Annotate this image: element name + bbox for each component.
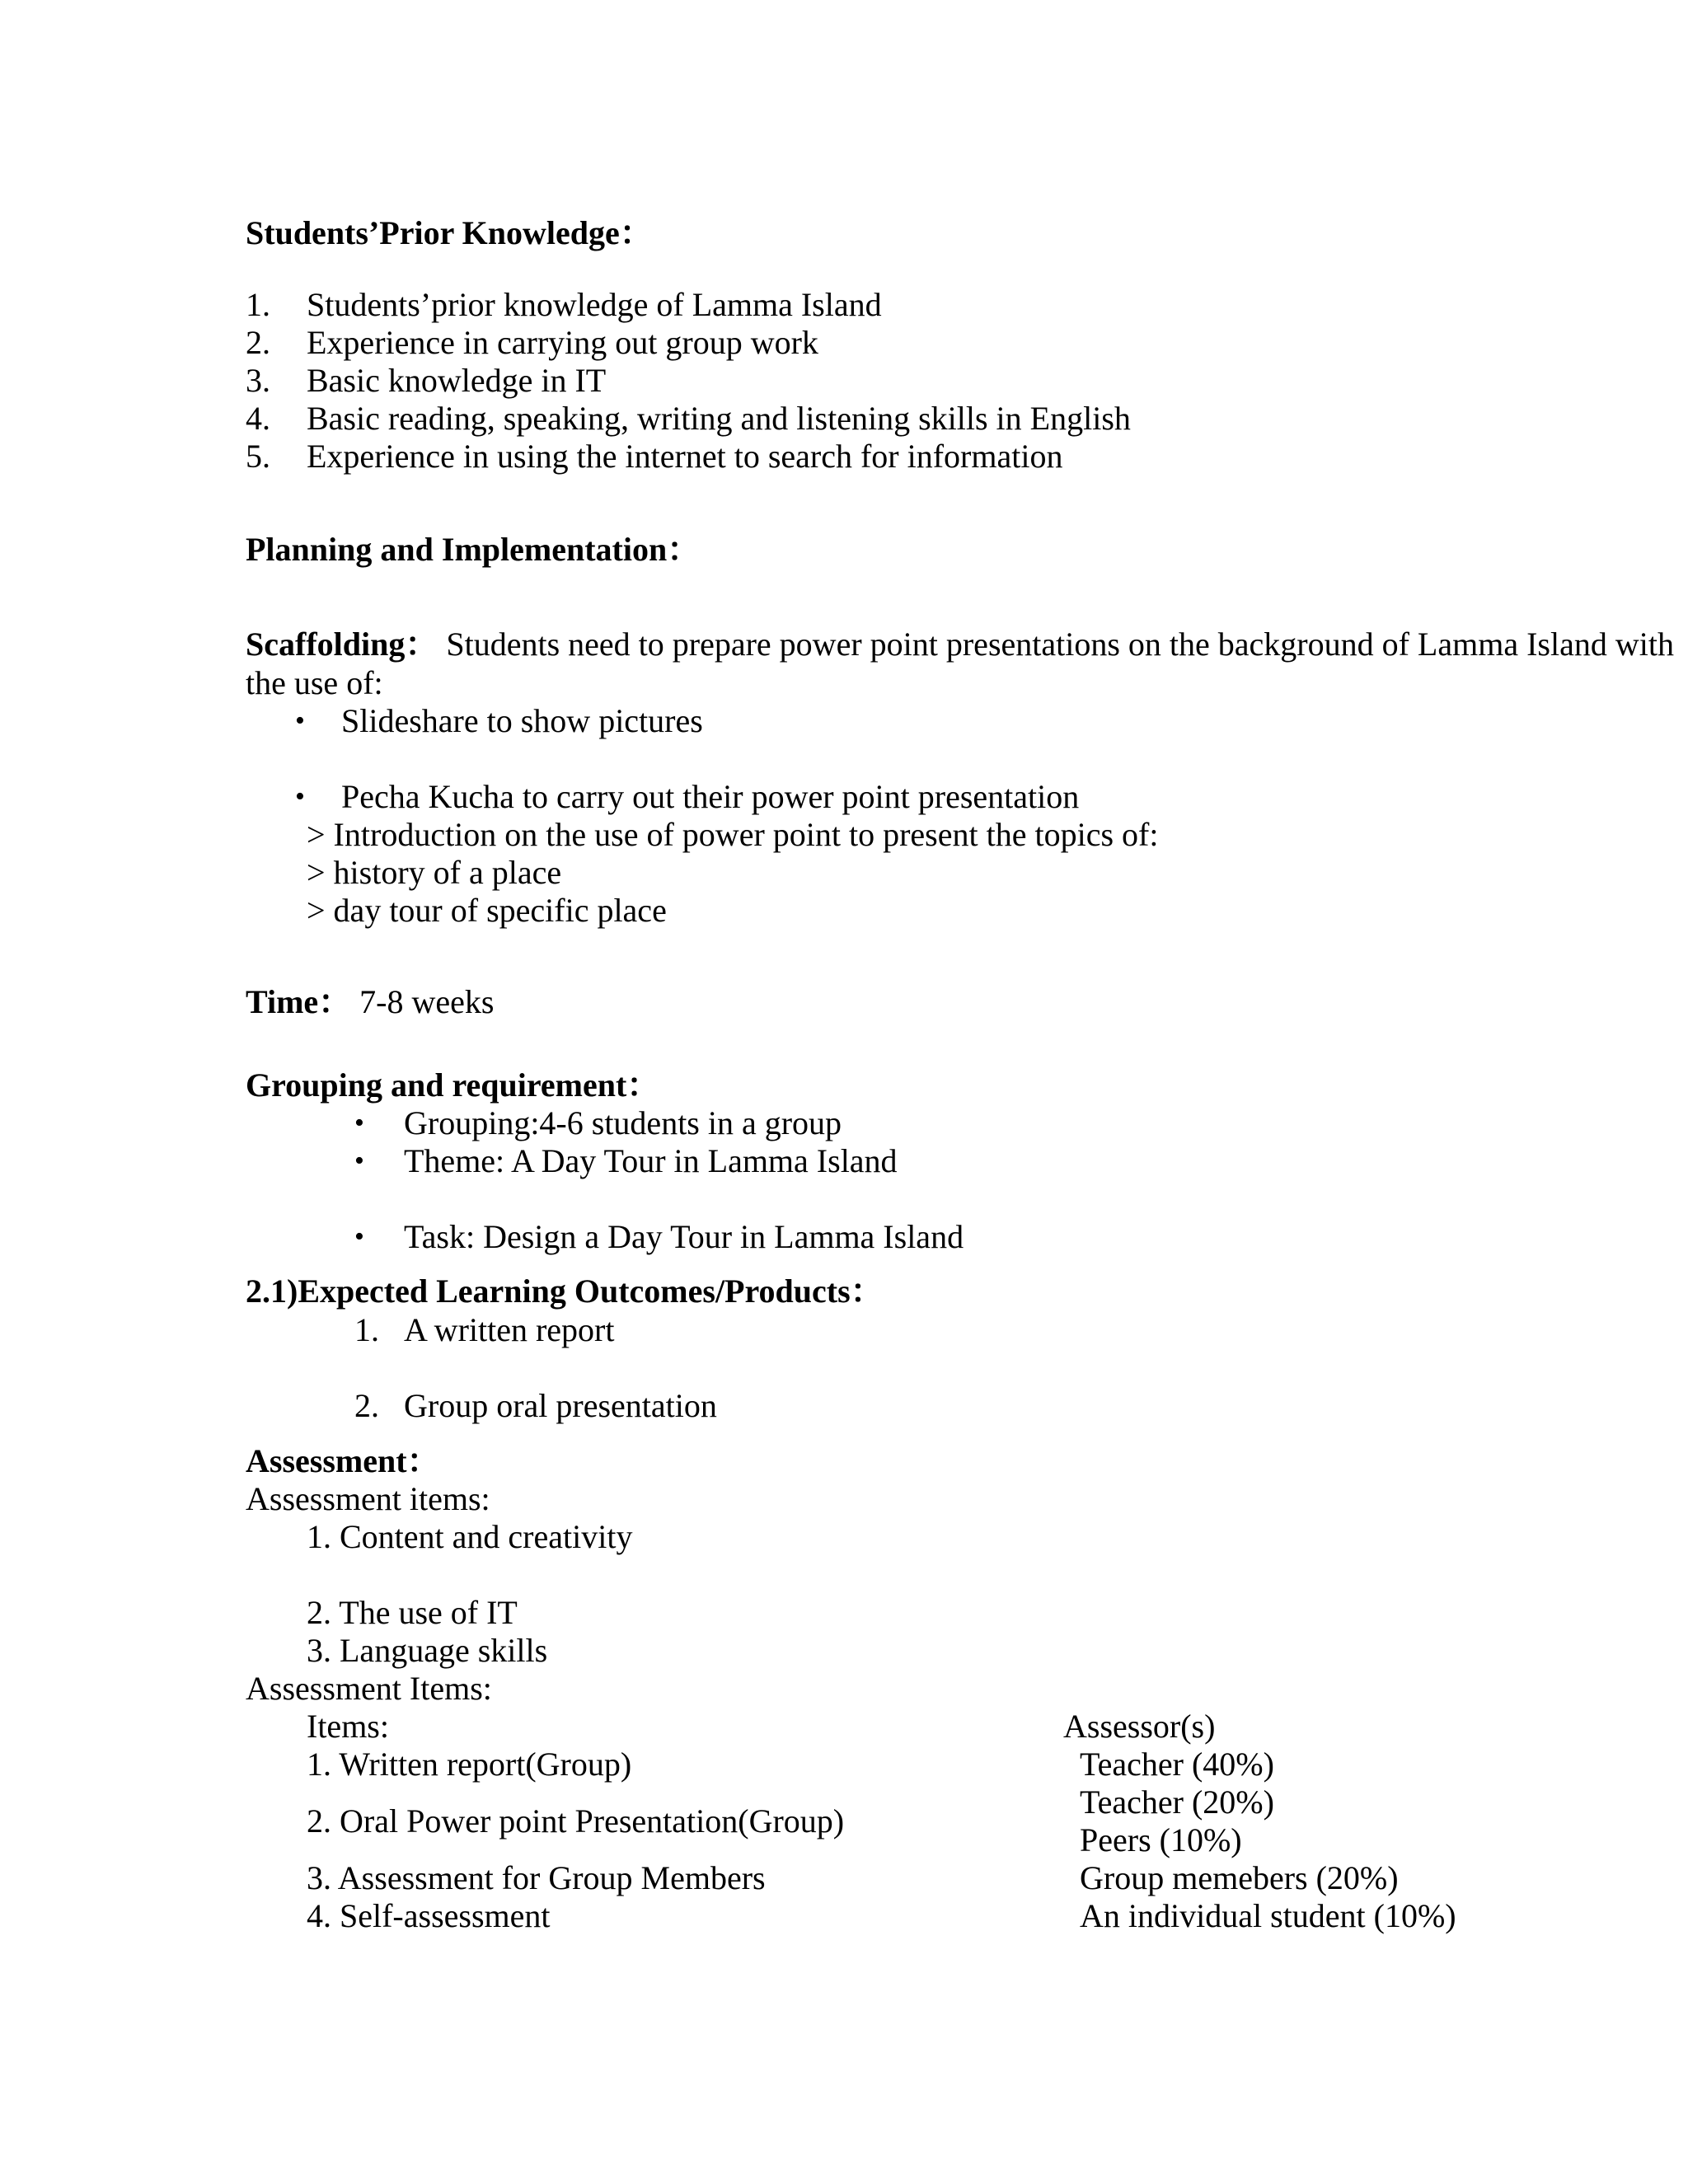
table-row-assessor: An individual student (10%) xyxy=(1080,1897,1456,1934)
heading-grouping: Grouping and requirement： xyxy=(246,1066,660,1104)
heading-assessment: Assessment： xyxy=(246,1442,440,1479)
heading-planning: Planning and Implementation： xyxy=(246,531,701,568)
bullet-icon: • xyxy=(354,1221,364,1252)
bullet-icon: • xyxy=(295,781,305,812)
scaffolding-text: Students need to prepare power point presentations on the background of Lamma Island with xyxy=(438,626,1674,663)
heading-prior-knowledge: Students’Prior Knowledge： xyxy=(246,214,653,251)
table-row-item: 3. Assessment for Group Members xyxy=(307,1859,766,1896)
sub-point: > day tour of specific place xyxy=(307,892,667,929)
table-row-item: 4. Self-assessment xyxy=(307,1897,551,1934)
sub-point: > Introduction on the use of power point to present the topics of: xyxy=(307,816,1159,853)
bullet-icon: • xyxy=(295,705,305,736)
time-line xyxy=(246,983,1655,1021)
column-header-assessors: Assessor(s) xyxy=(1063,1708,1216,1745)
scaffolding-text-continued: the use of: xyxy=(246,664,383,701)
assessment-items-label-2: Assessment Items: xyxy=(246,1670,492,1707)
document-page: Students’Prior Knowledge： 1. Students’prior knowledge of Lamma Island 2. Experience in carrying out group work 3. Basic knowledge in IT 4. Basic reading, speaking, writing and listening skills in English 5. Experience in using the internet to search for information Planning and Implementation： Scaffolding： Students need to prepare power point presentations on the background of Lamma Island with the use of: • Slideshare to show pictures • Pecha Kucha to carry out their power point presentation > Introduction on the use of power point to present the topics of: > history of a place > day tour of specific place Time： 7-8 weeks Grouping and requirement： • Grouping:4-6 students in a group • Theme: A Day Tour in Lamma Island • Task: Design a Day Tour in Lamma Island 2.1)Expected Learning Outcomes/Products： 1. A written report 2. Group oral presentation Assessment： Assessment items: 1. Content and creativity 2. The use of IT 3. Language skills Assessment Items: Items: Assessor(s) 1. Written report(Group) Teacher (40%) 2. Oral Power point Presentation(Group) Teacher (20%) Peers (10%) 3. Assessment for Group Members Group memebers (20%) 4. Self-assessment An individual student (10%) xyxy=(246,214,1674,1934)
bullet-icon: • xyxy=(354,1108,364,1138)
table-row-assessor: Teacher (40%) xyxy=(1080,1746,1274,1783)
sub-point: > history of a place xyxy=(307,854,562,891)
scaffolding-label: Scaffolding： xyxy=(246,626,438,663)
time-value: 7-8 weeks xyxy=(351,983,495,1020)
bullet-icon: • xyxy=(354,1146,364,1176)
column-header-items: Items: xyxy=(307,1708,389,1745)
table-row-item: 2. Oral Power point Presentation(Group) xyxy=(307,1802,845,1840)
assessment-item: 3. Language skills xyxy=(307,1632,548,1669)
table-row-assessor: Peers (10%) xyxy=(1080,1821,1242,1858)
table-row-item: 1. Written report(Group) xyxy=(307,1746,632,1783)
assessment-item: 1. Content and creativity xyxy=(307,1518,633,1555)
assessment-item: 2. The use of IT xyxy=(307,1594,518,1631)
scaffolding-paragraph xyxy=(246,626,1674,663)
assessment-items-label: Assessment items: xyxy=(246,1480,490,1517)
time-label: Time： xyxy=(246,983,352,1020)
table-row-assessor: Teacher (20%) xyxy=(1080,1783,1274,1821)
heading-outcomes: 2.1)Expected Learning Outcomes/Products： xyxy=(246,1272,884,1310)
table-row-assessor: Group memebers (20%) xyxy=(1080,1859,1399,1896)
